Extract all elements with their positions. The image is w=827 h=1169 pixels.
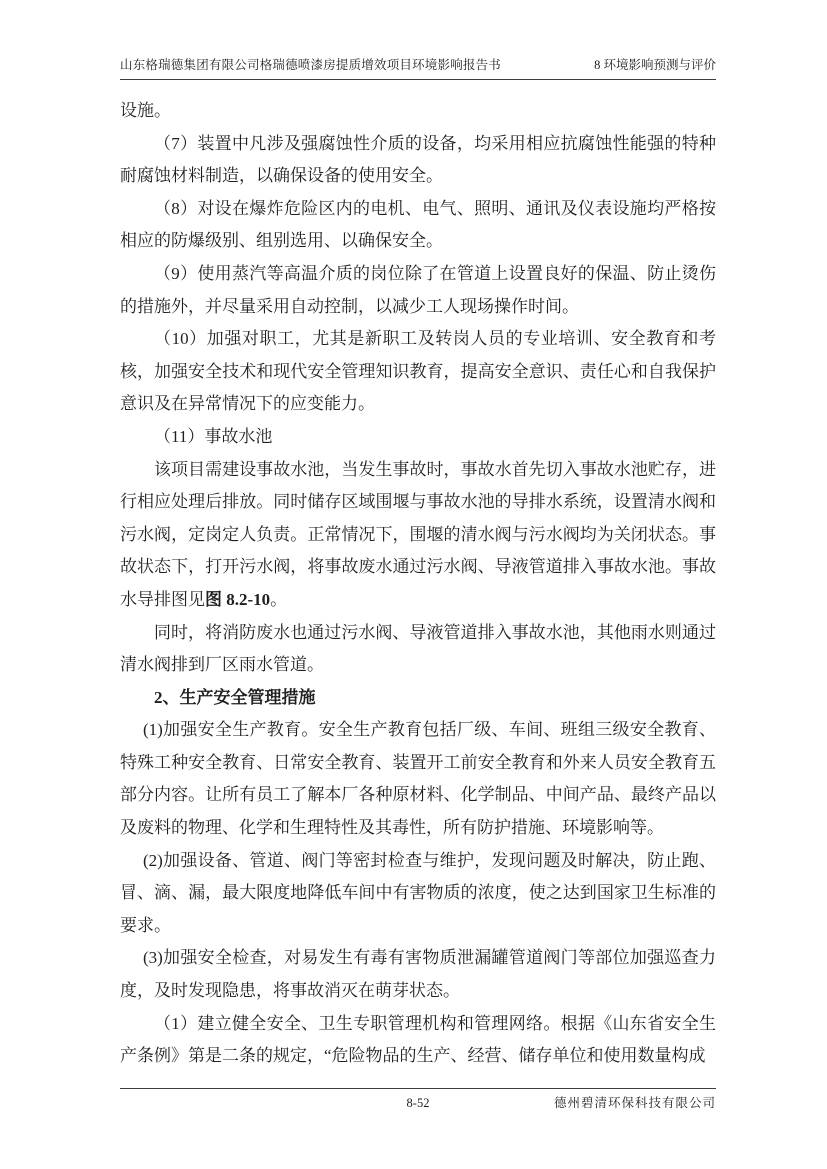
paragraph-text: (3)加强安全检查，对易发生有毒有害物质泄漏罐管道阀门等部位加强巡查力度，及时发现隐患，将事故消灭在萌芽状态。 <box>120 948 716 1001</box>
paragraph-text: 该项目需建设事故水池，当发生事故时，事故水首先切入事故水池贮存，进行相应处理后排放。同时储存区域围堰与事故水池的导排水系统，设置清水阀和污水阀，定岗定人负责。正常情况下，围堰的清水阀与污水阀均为关闭状态。事故状态下，打开污水阀，将事故废水通过污水阀、导液管道排入事故水池。事故水导排图见 <box>120 459 716 609</box>
paragraph <box>120 942 716 1007</box>
paragraph-text: 同时，将消防废水也通过污水阀、导液管道排入事故水池，其他雨水则通过清水阀排到厂区雨水管道。 <box>120 622 716 675</box>
page-header <box>120 57 716 80</box>
paragraph <box>120 421 716 454</box>
paragraph-text: （1）建立健全安全、卫生专职管理机构和管理网络。根据《山东省安全生产条例》第是二条的规定，“危险物品的生产、经营、储存单位和使用数量构成 <box>120 1013 716 1066</box>
paragraph <box>120 323 716 421</box>
paragraph-text: （8）对设在爆炸危险区内的电机、电气、照明、通讯及仪表设施均严格按相应的防爆级别、组别选用、以确保安全。 <box>120 198 716 251</box>
paragraph <box>120 128 716 193</box>
paragraph-text: 设施。 <box>120 101 171 120</box>
paragraph <box>120 714 716 844</box>
paragraph-text: （11）事故水池 <box>154 426 273 446</box>
paragraph <box>120 193 716 258</box>
paragraph <box>120 617 716 682</box>
paragraph <box>120 454 716 617</box>
paragraph-text: （10）加强对职工，尤其是新职工及转岗人员的专业培训、安全教育和考核，加强安全技术和现代安全管理知识教育，提高安全意识、责任心和自我保护意识及在异常情况下的应变能力。 <box>120 329 716 414</box>
paragraph-text: 2、生产安全管理措施 <box>154 687 316 707</box>
paragraph-text: （7）装置中凡涉及强腐蚀性介质的设备，均采用相应抗腐蚀性能强的特种耐腐蚀材料制造，以确保设备的使用安全。 <box>120 133 716 186</box>
paragraph-text: 。 <box>270 589 288 609</box>
document-body <box>120 80 716 1073</box>
figure-reference: 图 8.2-10 <box>205 589 271 609</box>
footer-company-name: 德州碧清环保科技有限公司 <box>553 1096 716 1110</box>
paragraph <box>120 95 716 128</box>
paragraph-text: (1)加强安全生产教育。安全生产教育包括厂级、车间、班组三级安全教育、特殊工种安全教育、日常安全教育、装置开工前安全教育和外来人员安全教育五部分内容。让所有员工了解本厂各种原材料、化学制品、中间产品、最终产品以及废料的物理、化学和生理特性及其毒性，所有防护措施、环境影响等。 <box>120 720 716 838</box>
section-heading <box>120 682 716 715</box>
page-footer <box>120 1088 716 1121</box>
header-chapter-title: 8 环境影响预测与评价 <box>594 58 716 72</box>
header-report-title: 山东格瑞德集团有限公司格瑞德喷漆房提质增效项目环境影响报告书 <box>120 58 502 72</box>
paragraph-text: (2)加强设备、管道、阀门等密封检查与维护，发现问题及时解决，防止跑、冒、滴、漏，最大限度地降低车间中有害物质的浓度，使之达到国家卫生标准的要求。 <box>120 850 716 935</box>
paragraph <box>120 845 716 943</box>
paragraph-text: （9）使用蒸汽等高温介质的岗位除了在管道上设置良好的保温、防止烫伤的措施外，并尽量采用自动控制，以减少工人现场操作时间。 <box>120 263 716 316</box>
paragraph <box>120 258 716 323</box>
page-number: 8-52 <box>406 1096 430 1110</box>
paragraph <box>120 1008 716 1073</box>
